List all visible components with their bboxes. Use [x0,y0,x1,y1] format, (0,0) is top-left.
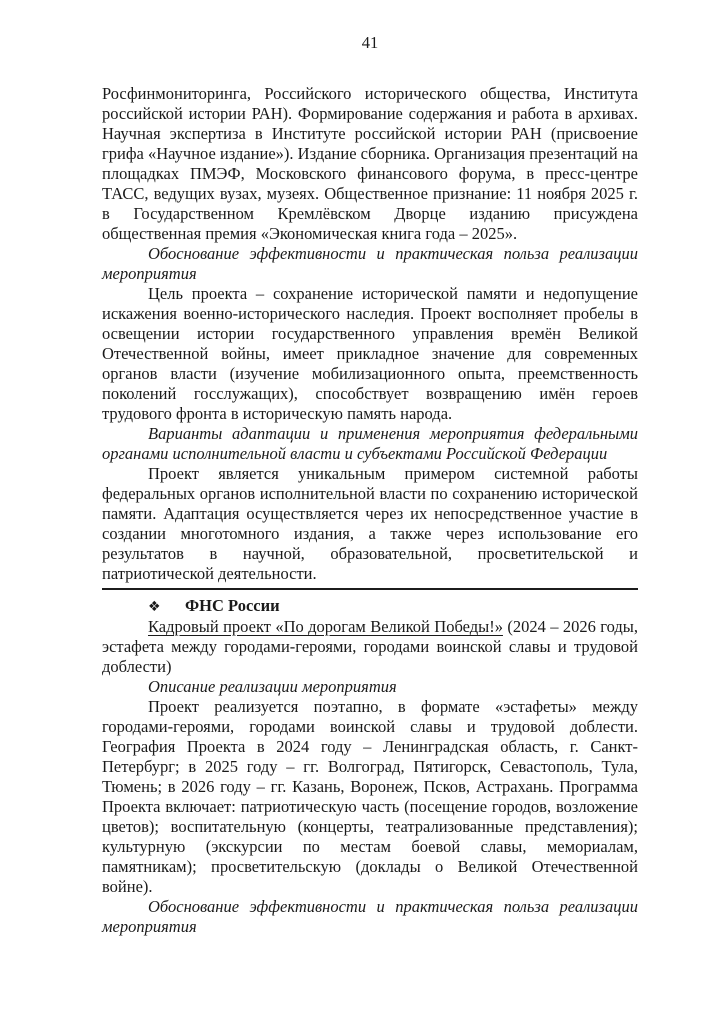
paragraph-goal: Цель проекта – сохранение исторической памяти и недопущение искажения военно-исторического наследия. Проект восполняет пробелы в освещении истории государственного управления времён Великой Отечественной войны, имеет прикладное значение для современных органов власти (изучение мобилизационного опыта, преемственность поколений госслужащих), способствует возвращению имён героев трудового фронта в историческую память народа. [102,284,638,423]
section-title: ФНС России [185,596,280,615]
page-number: 41 [361,33,379,52]
paragraph-project-title [102,617,638,677]
paragraph-continuation: Росфинмониторинга, Российского исторического общества, Института российской истории РАН). Формирование содержания и работа в архивах. Научная экспертиза в Институте российской истории РАН (присвоение грифа «Научное издание»). Издание сборника. Организация презентаций на площадках ПМЭФ, Московского финансового форума, в пресс-центре ТАСС, ведущих вузах, музеях. Общественное признание: 11 ноября 2025 г. в Государственном Кремлёвском Дворце изданию присуждена общественная премия «Экономическая книга года – 2025». [102,84,638,243]
paragraph-adaptation: Проект является уникальным примером системной работы федеральных органов исполнительной власти по сохранению исторической памяти. Адаптация осуществляется через их непосредственное участие в создании многотомного издания, а также через использование его результатов в научной, образовательной, просветительской и патриотической деятельности. [102,464,638,583]
diamond-bullet-icon: ❖ [148,599,161,615]
paragraph-description: Проект реализуется поэтапно, в формате «эстафеты» между городами-героями, городами воинской славы и трудовой доблести. География Проекта в 2024 году – Ленинградская область, г. Санкт-Петербург; в 2025 году – гг. Волгоград, Пятигорск, Севастополь, Тула, Тюмень; в 2026 году – гг. Казань, Воронеж, Псков, Астрахань. Программа Проекта включает: патриотическую часть (посещение городов, возложение цветов); воспитательную (концерты, театрализованные представления); культурную (экскурсии по местам боевой славы, мемориалам, памятникам); просветительскую (доклады о Великой Отечественной войне). [102,697,638,896]
project-title-underlined: Кадровый проект «По дорогам Великой Победы!» [148,617,503,636]
heading-description: Описание реализации мероприятия [148,677,397,696]
project-title-rest: (2024 – 2026 годы, эстафета между городами-героями, городами воинской славы и трудовой доблести) [102,617,638,676]
section-divider [102,588,638,590]
heading-adaptation: Варианты адаптации и применения мероприятия федеральными органами исполнительной власти и субъектами Российской Федерации [102,424,638,463]
section-header-fns [102,596,638,617]
heading-effectiveness-2: Обоснование эффективности и практическая польза реализации мероприятия [102,897,638,936]
heading-effectiveness-1: Обоснование эффективности и практическая польза реализации мероприятия [102,244,638,283]
